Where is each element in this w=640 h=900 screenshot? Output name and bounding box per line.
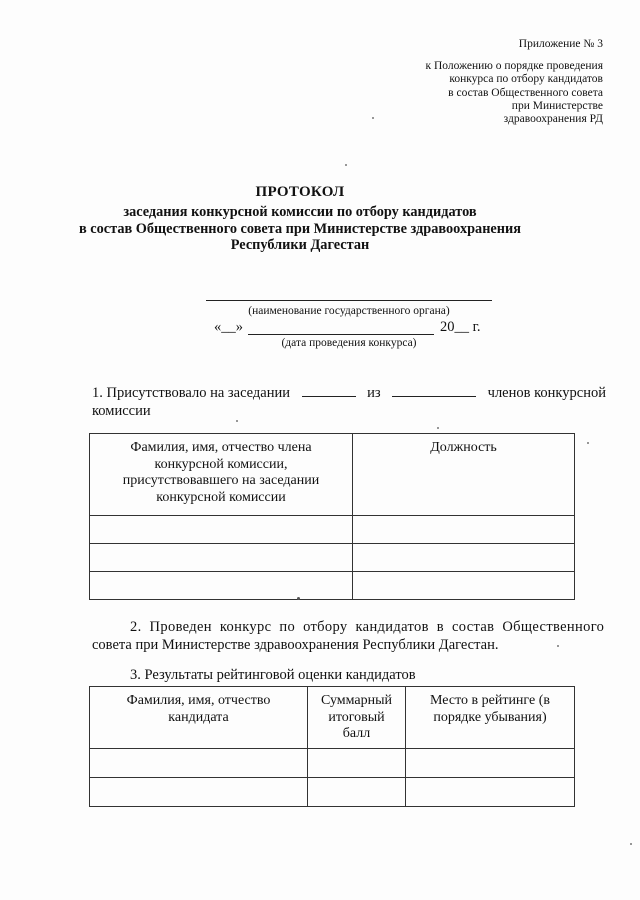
ratings-table bbox=[89, 686, 575, 807]
table-cell bbox=[406, 749, 575, 778]
appendix-line: в состав Общественного совета bbox=[448, 86, 603, 99]
section1-text-part1: 1. Присутствовало на заседании bbox=[92, 385, 291, 401]
date-year-field: 20__ г. bbox=[440, 319, 481, 335]
table-cell bbox=[90, 749, 308, 778]
present-count-blank bbox=[302, 384, 356, 397]
table-cell bbox=[353, 572, 575, 600]
document-subtitle bbox=[0, 204, 640, 254]
members-header-position: Должность bbox=[353, 434, 575, 516]
table-row bbox=[90, 749, 575, 778]
table-row bbox=[90, 778, 575, 807]
ratings-table-header-row bbox=[90, 687, 575, 749]
table-cell bbox=[90, 516, 353, 544]
table-cell bbox=[90, 572, 353, 600]
table-cell bbox=[353, 516, 575, 544]
table-cell bbox=[90, 544, 353, 572]
scan-speck bbox=[587, 442, 589, 444]
subtitle-line: заседания конкурсной комиссии по отбору кандидатов bbox=[123, 204, 477, 220]
table-row bbox=[90, 572, 575, 600]
organ-name-caption: (наименование государственного органа) bbox=[248, 305, 450, 317]
members-header-name: Фамилия, имя, отчество члена конкурсной комиссии, присутствовавшего на заседании конкурсной комиссии bbox=[90, 434, 353, 516]
scan-speck bbox=[630, 843, 632, 845]
subtitle-line: Республики Дагестан bbox=[230, 237, 370, 253]
members-table bbox=[89, 433, 575, 600]
date-day-field: «__» bbox=[214, 319, 243, 335]
scan-speck bbox=[297, 597, 300, 600]
table-cell bbox=[90, 778, 308, 807]
ratings-header-rank: Место в рейтинге (в порядке убывания) bbox=[406, 687, 575, 749]
subtitle-line: в состав Общественного совета при Министерстве здравоохранения bbox=[79, 220, 521, 237]
appendix-reference bbox=[426, 60, 603, 126]
appendix-line: здравоохранения РД bbox=[503, 113, 603, 126]
appendix-line: к Положению о порядке проведения bbox=[425, 60, 603, 72]
section3-title: 3. Результаты рейтинговой оценки кандидатов bbox=[130, 667, 416, 683]
section1-text-line2: комиссии bbox=[92, 403, 151, 419]
members-table-header-row bbox=[90, 434, 575, 516]
section2-line2: совета при Министерстве здравоохранения Республики Дагестан. bbox=[92, 637, 499, 653]
scan-speck bbox=[236, 420, 238, 422]
table-cell bbox=[308, 749, 406, 778]
section1-text-part3: членов конкурсной bbox=[487, 385, 606, 401]
scan-speck bbox=[345, 164, 347, 166]
scan-speck bbox=[437, 427, 439, 429]
date-caption: (дата проведения конкурса) bbox=[281, 337, 417, 349]
appendix-number: Приложение № 3 bbox=[518, 38, 603, 50]
scan-speck bbox=[557, 645, 559, 647]
section1-paragraph bbox=[92, 384, 606, 420]
table-cell bbox=[353, 544, 575, 572]
section2-line1 bbox=[92, 618, 606, 636]
table-row bbox=[90, 516, 575, 544]
appendix-line: при Министерстве bbox=[511, 99, 603, 112]
ratings-header-name: Фамилия, имя, отчество кандидата bbox=[90, 687, 308, 749]
appendix-line: конкурса по отбору кандидатов bbox=[449, 73, 603, 86]
document-title: ПРОТОКОЛ bbox=[255, 184, 345, 200]
section1-text-part2: из bbox=[367, 385, 381, 401]
scan-speck bbox=[372, 117, 374, 119]
table-row bbox=[90, 544, 575, 572]
ratings-header-score: Суммарный итоговый балл bbox=[308, 687, 406, 749]
table-cell bbox=[406, 778, 575, 807]
date-month-line bbox=[248, 334, 434, 335]
table-cell bbox=[308, 778, 406, 807]
section2-line1-text: 2. Проведен конкурс по отбору кандидатов в состав Общественного bbox=[130, 619, 605, 635]
organ-name-line bbox=[206, 300, 492, 301]
section2-paragraph bbox=[92, 618, 606, 654]
total-count-blank bbox=[392, 384, 476, 397]
